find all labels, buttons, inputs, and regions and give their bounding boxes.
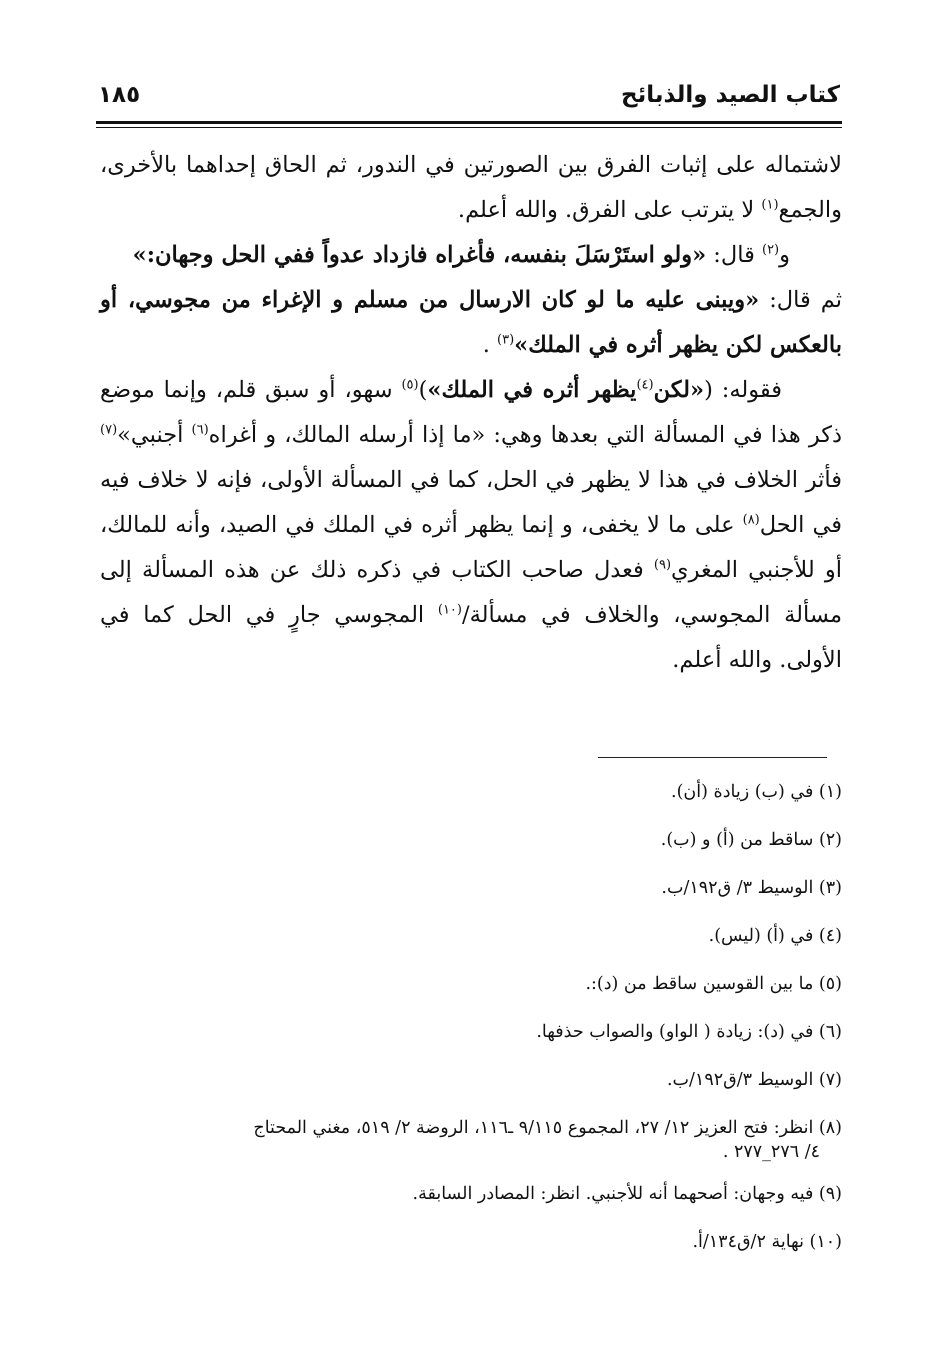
footnote-ref-1[interactable]: (١): [761, 197, 779, 213]
footnote-ref-7[interactable]: (٧): [100, 422, 118, 438]
footnote-ref-6[interactable]: (٦): [191, 422, 209, 438]
footnote-ref-3[interactable]: (٣): [497, 332, 515, 348]
paragraph-1: لاشتماله على إثبات الفرق بين الصورتين في الندور، ثم الحاق إحداهما بالأخرى، والجمع$^{(١)}$ لا يترتب على الفرق. والله أعلم.: [100, 152, 842, 223]
footnote-ref-5[interactable]: (٥): [401, 377, 419, 393]
footnote-separator: [598, 757, 827, 758]
footnote-10: (١٠) نهاية ٢/ق١٣٤/أ.: [692, 1232, 842, 1252]
footnote-6: (٦) في (د): زيادة ( الواو) والصواب حذفها.: [536, 1022, 842, 1042]
page-number: ١٨٥: [98, 82, 141, 108]
footnote-5: (٥) ما بين القوسين ساقط من (د):.: [585, 974, 842, 994]
paragraph-4: فقوله: («لكن$^{(٤)}$يظهر أثره في الملك»)$^{(٥)}$ سهو، أو سبق قلم، وإنما موضع ذكر هذا في المسألة التي بعدها وهي: «ما إذا أرسله المالك، و أغراه$^{(٦)}$ أجنبي»$^{(٧)}$ فأثر الخلاف في هذا لا يظهر في الحل، كما في المسألة الأولى، فإنه لا خلاف فيه في الحل$^{(٨)}$ على ما لا يخفى، و إنما يظهر أثره في الملك في الصيد، وأنه للمالك، أو للأجنبي المغري$^{(٩)}$ فعدل صاحب الكتاب في ذكره ذلك عن هذه المسألة إلى مسألة المجوسي، والخلاف في مسألة/$^{(١٠)}$ المجوسي جارٍ في الحل كما في الأولى. والله أعلم.: [100, 377, 842, 673]
header-rule-thin: [96, 127, 842, 128]
footnote-8-continuation: ٤/ ٢٧٦_٢٧٧ .: [722, 1142, 820, 1162]
page-header: [98, 82, 840, 118]
running-title: كتاب الصيد والذبائح: [621, 82, 840, 108]
footnote-ref-2[interactable]: (٢): [761, 242, 780, 258]
footnote-2: (٢) ساقط من (أ) و (ب).: [660, 830, 842, 850]
footnote-ref-9[interactable]: (٩): [653, 557, 672, 573]
footnote-8: (٨) انظر: فتح العزيز ١٢/ ٢٧، المجموع ٩/١١٥ ـ١١٦، الروضة ٢/ ٥١٩، مغني المحتاج ٤/ ٢٧٦_٢٧٧ .: [100, 1116, 842, 1164]
footnote-1: (١) في (ب) زيادة (أن).: [671, 782, 842, 802]
footnote-ref-8[interactable]: (٨): [742, 512, 760, 528]
paragraph-3: ثم قال: «ويبنى عليه ما لو كان الارسال من مسلم و الإغراء من مجوسي، أو بالعكس لكن يظهر أثره في الملك»$^{(٣)}$ .: [100, 287, 842, 358]
footnote-9: (٩) فيه وجهان: أصحهما أنه للأجنبي. انظر: المصادر السابقة.: [412, 1184, 842, 1204]
quoted-text: «ولو استَرْسَلَ بنفسه، فأغراه فازداد عدواً ففي الحل وجهان:»: [132, 242, 707, 268]
footnote-3: (٣) الوسيط ٣/ ق١٩٢/ب.: [661, 878, 842, 898]
footnote-4: (٤) في (أ) (ليس).: [708, 926, 842, 946]
footnote-ref-10[interactable]: (١٠): [437, 602, 462, 618]
footnote-ref-4[interactable]: (٤): [636, 377, 654, 393]
footnotes: [100, 780, 842, 1278]
quoted-text: «ويبنى عليه ما لو كان الارسال من مسلم و الإغراء من مجوسي، أو بالعكس لكن يظهر أثره في الملك»: [100, 287, 842, 358]
main-text: [100, 143, 842, 683]
paragraph-2: و$^{(٢)}$ قال: «ولو استَرْسَلَ بنفسه، فأغراه فازداد عدواً ففي الحل وجهان:»: [132, 242, 790, 268]
header-rule-thick: [96, 121, 842, 124]
footnote-7: (٧) الوسيط ٣/ق١٩٢/ب.: [666, 1070, 842, 1090]
